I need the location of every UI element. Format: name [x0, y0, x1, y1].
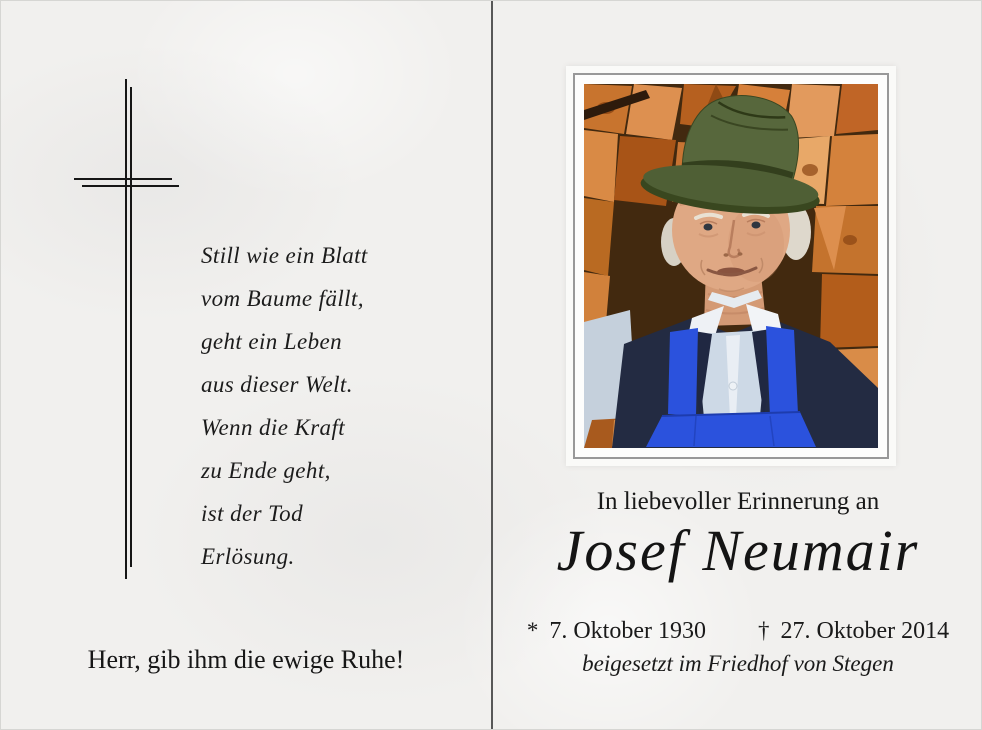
death-date: 27. Oktober 2014 — [780, 618, 950, 644]
poem-line: aus dieser Welt. — [201, 372, 353, 397]
birth-info — [527, 618, 706, 645]
apron-bib — [646, 412, 816, 447]
life-dates — [493, 618, 982, 645]
burial-text: beigesetzt im Friedhof von Stegen — [582, 651, 894, 676]
cross-vertical-line — [125, 79, 127, 579]
cross-horizontal-line — [82, 185, 179, 187]
prayer-text: Herr, gib ihm die ewige Ruhe! — [87, 645, 405, 674]
poem-line: geht ein Leben — [201, 329, 343, 354]
eye — [752, 222, 761, 229]
apron-strap — [668, 328, 698, 416]
birth-date: 7. Oktober 1930 — [549, 618, 706, 644]
poem-line: Still wie ein Blatt — [201, 243, 368, 268]
poem-line: Wenn die Kraft — [201, 415, 346, 440]
photo-matte — [573, 73, 889, 459]
poem-line: ist der Tod — [201, 501, 303, 526]
photo-frame — [566, 66, 896, 466]
poem-line: vom Baume fällt, — [201, 286, 364, 311]
poem-line: zu Ende geht, — [201, 458, 331, 483]
memorial-poem — [201, 234, 368, 578]
cross-vertical-line — [130, 87, 132, 567]
birth-symbol: * — [526, 618, 539, 643]
eye — [704, 224, 713, 231]
death-info — [758, 618, 949, 645]
portrait-photo — [584, 84, 878, 448]
deceased-name: Josef Neumair — [556, 518, 920, 583]
death-symbol: † — [758, 618, 770, 643]
intro-text: In liebevoller Erinnerung an — [596, 488, 880, 515]
cross-horizontal-line — [74, 178, 172, 180]
poem-line: Erlösung. — [201, 544, 295, 569]
apron-strap — [766, 326, 798, 416]
